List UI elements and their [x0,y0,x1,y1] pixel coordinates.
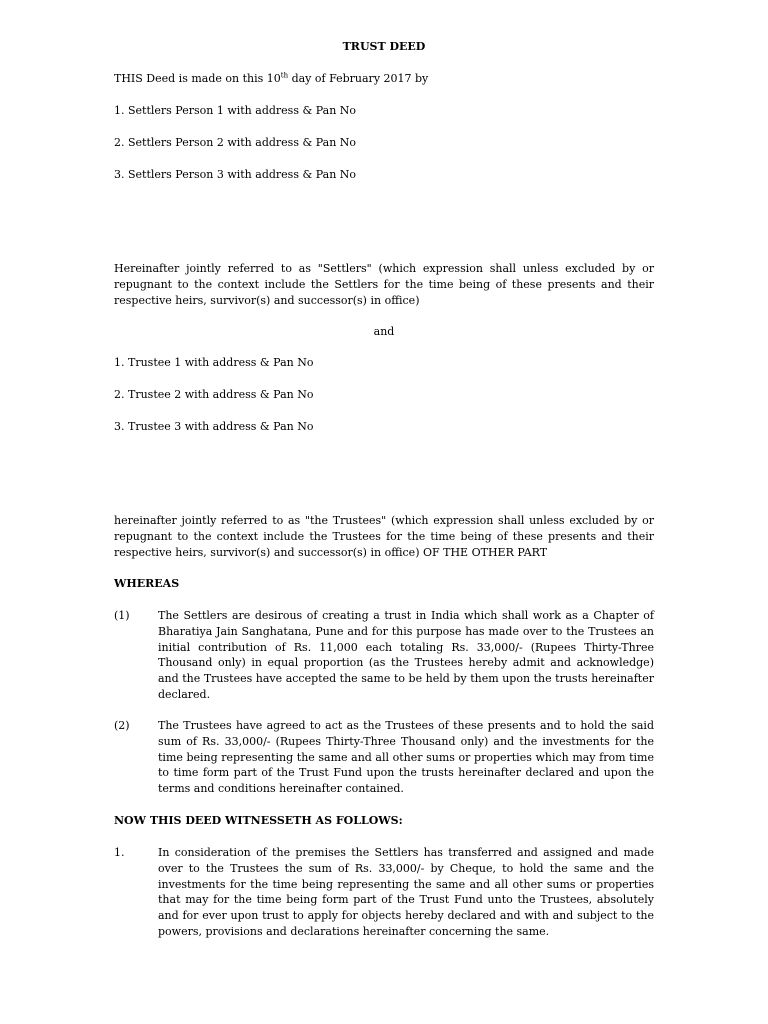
whereas-item-text: The Trustees have agreed to act as the Trustees of these presents and to hold the said sum of Rs. 33,000/- (Rupees Thirty-Three Thousand only) and the investments for the time being representing the same and all other sums or properties which may from time to time form part of the Trust Fund upon the trusts hereinafter declared and upon the terms and conditions hereinafter contained. [158,719,654,796]
whereas-item-text: The Settlers are desirous of creating a trust in India which shall work as a Chapter of Bharatiya Jain Sanghatana, Pune and for this purpose has made over to the Trustees an initial contribution of Rs. 11,000 each totaling Rs. 33,000/- (Rupees Thirty-Three Thousand only) in equal proportion (as the Trustees hereby admit and acknowledge) and the Trustees have accepted the same to be held by them upon the trusts hereinafter declared. [158,609,654,701]
whereas-heading: WHEREAS [114,577,180,590]
settlers-clause: Hereinafter jointly referred to as "Settlers" (which expression shall unless excluded by or repugnant to the context include the Settlers for the time being of these presents and their respective heirs, survivor(s) and successor(s) in office) [114,262,654,307]
trustee-item: 3. Trustee 3 with address & Pan No [114,420,314,433]
trustee-item: 2. Trustee 2 with address & Pan No [114,388,314,401]
settler-item: 1. Settlers Person 1 with address & Pan No [114,104,357,117]
trustee-item: 1. Trustee 1 with address & Pan No [114,356,314,369]
and-separator: and [373,325,395,338]
whereas-item-number: (1) [114,609,130,622]
clause-number: 1. [114,846,125,859]
trustees-clause: hereinafter jointly referred to as "the Trustees" (which expression shall unless excluded by or repugnant to the context include the Trustees for the time being of these presents and their respective heirs, survivor(s) and successor(s) in office) OF THE OTHER PART [114,514,654,559]
intro-ordinal-suffix: th [280,71,289,80]
settler-item: 3. Settlers Person 3 with address & Pan No [114,168,357,181]
intro-text-end: day of February 2017 by [288,72,429,85]
clause-text: In consideration of the premises the Settlers has transferred and assigned and made over to the Trustees the sum of Rs. 33,000/- by Cheque, to hold the same and the investments for the time being representing the same and all other sums or properties that may for the time being form part of the Trust Fund unto the Trustees, absolutely and for ever upon trust to apply for objects hereby declared and with and subject to the powers, provisions and declarations hereinafter concerning the same. [158,846,654,938]
settler-item: 2. Settlers Person 2 with address & Pan No [114,136,357,149]
document-title: TRUST DEED [342,40,426,53]
intro-text-start: THIS Deed is made on this 10 [114,72,281,85]
whereas-item-number: (2) [114,719,130,732]
intro-line [114,71,428,87]
witnesseth-heading: NOW THIS DEED WITNESSETH AS FOLLOWS: [114,814,403,827]
